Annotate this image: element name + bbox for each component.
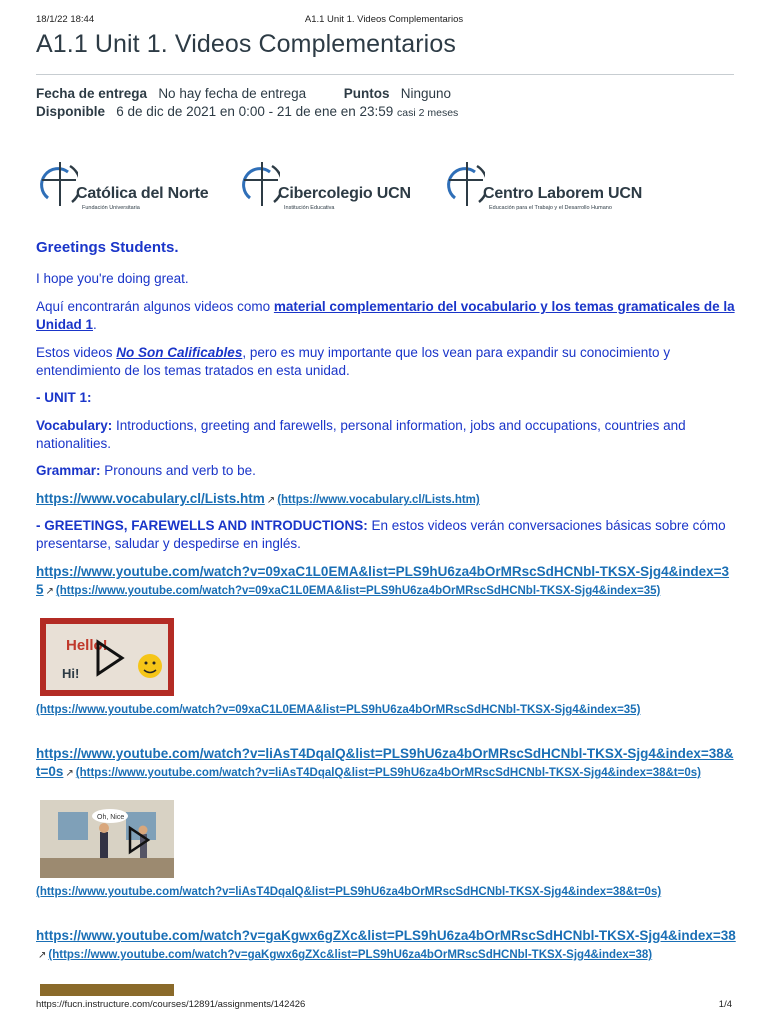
grammar-paragraph: Grammar: Pronouns and verb to be. bbox=[36, 463, 256, 478]
no-son-calificables-link[interactable]: No Son Calificables bbox=[116, 345, 243, 360]
logo-subtitle: Educación para el Trabajo y el Desarrollo Humano bbox=[489, 205, 612, 211]
video-thumbnail-art bbox=[40, 618, 174, 696]
external-link-icon: ↗ bbox=[45, 586, 54, 597]
greeting-heading: Greetings Students. bbox=[36, 239, 179, 256]
videos-note-paragraph: Estos videos No Son Calificables, pero es muy importante que los vean para expandir su conocimiento y entendimiento de los temas tratados en esta unidad. bbox=[36, 345, 671, 378]
svg-text:Hello!: Hello! bbox=[66, 637, 108, 654]
available-label: Disponible bbox=[36, 104, 106, 119]
print-header bbox=[36, 14, 732, 28]
video-2-link[interactable]: https://www.youtube.com/watch?v=liAsT4DqalQ&list=PLS9hU6za4bOrMRscSdHCNbl-TKSX-Sjg4&index=38&t=0s bbox=[36, 746, 734, 779]
institution-logos bbox=[38, 158, 688, 220]
vocabulary-link-paren[interactable]: (https://www.vocabulary.cl/Lists.htm) bbox=[277, 494, 480, 506]
print-title: A1.1 Unit 1. Videos Complementarios bbox=[304, 14, 464, 25]
video-1-link[interactable]: https://www.youtube.com/watch?v=09xaC1L0EMA&list=PLS9hU6za4bOrMRscSdHCNbl-TKSX-Sjg4&index=35 bbox=[36, 564, 730, 597]
video-3-link-paren[interactable]: (https://www.youtube.com/watch?v=gaKgwx6gZXc&list=PLS9hU6za4bOrMRscSdHCNbl-TKSX-Sjg4&index=38) bbox=[48, 949, 653, 961]
logo-name: Católica del Norte bbox=[76, 185, 209, 202]
svg-text:Oh, Nice: Oh, Nice bbox=[97, 814, 125, 821]
page-title: A1.1 Unit 1. Videos Complementarios bbox=[36, 30, 456, 58]
logo-name: Centro Laborem UCN bbox=[483, 185, 643, 202]
svg-text:Hi!: Hi! bbox=[62, 666, 80, 681]
hope-text: I hope you're doing great. bbox=[36, 271, 189, 286]
external-link-icon: ↗ bbox=[266, 495, 276, 506]
video-2-thumbnail[interactable] bbox=[40, 800, 174, 878]
due-value: No hay fecha de entrega bbox=[158, 86, 307, 101]
footer-page-number: 1/4 bbox=[718, 999, 732, 1010]
video-1-link-paren[interactable]: (https://www.youtube.com/watch?v=09xaC1L0EMA&list=PLS9hU6za4bOrMRscSdHCNbl-TKSX-Sjg4&index=35) bbox=[55, 585, 661, 597]
video-2-caption-row bbox=[36, 882, 736, 901]
footer-url: https://fucn.instructure.com/courses/12891/assignments/142426 bbox=[36, 999, 306, 1010]
points-label: Puntos bbox=[343, 86, 390, 101]
logo-subtitle: Institución Educativa bbox=[284, 205, 335, 211]
video-1-link-row bbox=[36, 563, 736, 601]
intro-material-link[interactable]: material complementario del vocabulario y los temas gramaticales de la Unidad 1 bbox=[36, 299, 735, 332]
video-3-link-row bbox=[36, 927, 736, 965]
video-3-thumbnail[interactable] bbox=[40, 984, 174, 996]
vocabulary-link-row bbox=[36, 490, 736, 510]
divider bbox=[36, 74, 734, 75]
logo-subtitle: Fundación Universitaria bbox=[82, 205, 140, 211]
due-date-row bbox=[36, 86, 451, 101]
vocabulary-link[interactable]: https://www.vocabulary.cl/Lists.htm bbox=[36, 491, 265, 506]
video-thumbnail-art bbox=[40, 800, 174, 878]
available-relative: casi 2 meses bbox=[397, 107, 459, 119]
external-link-icon: ↗ bbox=[38, 950, 47, 961]
video-2-caption-link[interactable]: (https://www.youtube.com/watch?v=liAsT4DqalQ&list=PLS9hU6za4bOrMRscSdHCNbl-TKSX-Sjg4&index=38&t=0s) bbox=[36, 886, 662, 898]
video-1-thumbnail[interactable] bbox=[40, 618, 174, 696]
video-2-link-paren[interactable]: (https://www.youtube.com/watch?v=liAsT4DqalQ&list=PLS9hU6za4bOrMRscSdHCNbl-TKSX-Sjg4&index=38&t=0s) bbox=[75, 767, 701, 779]
video-1-caption-row bbox=[36, 700, 736, 719]
external-link-icon: ↗ bbox=[65, 768, 74, 779]
logo-name: Cibercolegio UCN bbox=[278, 185, 411, 202]
cross-logo-icon bbox=[445, 158, 485, 218]
video-1-caption-link[interactable]: (https://www.youtube.com/watch?v=09xaC1L0EMA&list=PLS9hU6za4bOrMRscSdHCNbl-TKSX-Sjg4&index=35) bbox=[36, 704, 641, 716]
greetings-paragraph: - GREETINGS, FAREWELLS AND INTRODUCTIONS: En estos videos verán conversaciones básicas sobre cómo presentarse, saludar y despedirse en inglés. bbox=[36, 518, 726, 551]
video-2-link-row bbox=[36, 745, 736, 783]
print-footer bbox=[36, 999, 732, 1010]
available-value: 6 de dic de 2021 en 0:00 - 21 de ene en 23:59 bbox=[116, 104, 394, 119]
cross-logo-icon bbox=[240, 158, 280, 218]
intro-paragraph: Aquí encontrarán algunos videos como material complementario del vocabulario y los temas gramaticales de la Unidad 1. bbox=[36, 299, 735, 332]
video-3-link[interactable]: https://www.youtube.com/watch?v=gaKgwx6gZXc&list=PLS9hU6za4bOrMRscSdHCNbl-TKSX-Sjg4&index=38 bbox=[36, 928, 736, 943]
available-row bbox=[36, 104, 458, 119]
cross-logo-icon bbox=[38, 158, 78, 218]
unit-heading: - UNIT 1: bbox=[36, 390, 92, 405]
due-label: Fecha de entrega bbox=[36, 86, 148, 101]
vocabulary-paragraph: Vocabulary: Introductions, greeting and farewells, personal information, jobs and occupations, countries and nationalities. bbox=[36, 418, 686, 451]
points-value: Ninguno bbox=[400, 86, 452, 101]
print-timestamp: 18/1/22 18:44 bbox=[36, 14, 95, 25]
